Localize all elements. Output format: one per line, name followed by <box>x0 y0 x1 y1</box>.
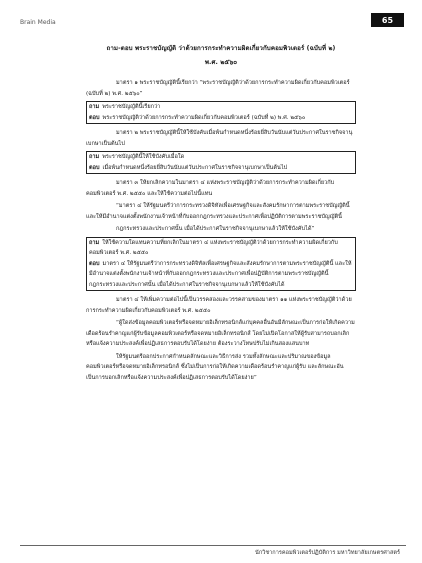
section-5-text: มาตรา ๔ ให้เพิ่มความต่อไปนี้เป็นวรรคสองและวรรคสามของมาตรา ๑๑ แห่งพระราชบัญญัติว่าด้วยการกระทำความผิดเกี่ยวกับคอมพิวเตอร์ พ.ศ. ๒๕๕๐ <box>86 297 352 314</box>
section-4-quote-cont: กฎกระทรวงและประกาศนั้น เมื่อได้ประกาศในราชกิจจานุเบกษาแล้วให้ใช้บังคับได้” <box>116 226 315 232</box>
question-text: พระราชบัญญัตินี้ให้ใช้บังคับเมื่อใด <box>102 154 185 160</box>
question-text: พระราชบัญญัตินี้เรียกว่า <box>102 104 161 110</box>
qa-box-2 <box>86 151 356 174</box>
qa-box-1 <box>86 101 356 124</box>
section-1-text: มาตรา ๑ พระราชบัญญัตินี้เรียกว่า “พระราชบัญญัติว่าด้วยการกระทำความผิดเกี่ยวกับคอมพิวเตอร์ (ฉบับที่ ๒) พ.ศ. ๒๕๖๐” <box>86 80 350 97</box>
section-3-text: มาตรา ๓ ให้ยกเลิกความในมาตรา ๔ แห่งพระราชบัญญัติว่าด้วยการกระทำความผิดเกี่ยวกับคอมพิวเตอร์ พ.ศ. ๒๕๕๐ และให้ใช้ความต่อไปนี้แทน <box>86 180 335 197</box>
answer-text: มาตรา ๔ ให้รัฐมนตรีว่าการกระทรวงดิจิทัลเพื่อเศรษฐกิจและสังคมรักษาการตามพระราชบัญญัตินี้ และให้มีอำนาจแต่งตั้งพนักงานเจ้าหน้าที่กับออกกฎกระทรวงและประกาศเพื่อปฏิบัติการตามพระราชบัญญัตินี้ <box>89 260 352 277</box>
answer-label: ตอบ <box>89 164 100 171</box>
question-text: ให้ใช้ความใดแทนความที่ยกเลิกในมาตรา ๔ แห่งพระราชบัญญัติว่าด้วยการกระทำความผิดเกี่ยวกับคอมพิวเตอร์ พ.ศ. ๒๕๕๐ <box>89 239 338 256</box>
section-5-quote-cont: ให้รัฐมนตรีออกประกาศกำหนดลักษณะและวิธีการส่ง รวมทั้งลักษณะและปริมาณของข้อมูลคอมพิวเตอร์หรือจดหมายอิเล็กทรอนิกส์ ซึ่งไม่เป็นการก่อให้เกิดความเดือดร้อนรำคาญแก่ผู้รับ และลักษณะอันเป็นการบอกเลิกหรือแจ้งความประสงค์เพื่อปฏิเสธการตอบรับได้โดยง่าย” <box>86 353 344 381</box>
title-line-2: พ.ศ. ๒๕๖๐ <box>204 59 238 66</box>
footer-divider <box>20 545 406 546</box>
question-label: ถาม <box>89 104 100 110</box>
answer-text: พระราชบัญญัติว่าด้วยการกระทำความผิดเกี่ยวกับคอมพิวเตอร์ (ฉบับที่ ๒) พ.ศ. ๒๕๖๐ <box>102 114 306 121</box>
document-title <box>86 44 356 68</box>
page-number-badge: 65 <box>371 13 404 27</box>
title-line-1: ถาม-ตอบ พระราชบัญญัติ ว่าด้วยการกระทำความผิดเกี่ยวกับคอมพิวเตอร์ (ฉบับที่ ๒) <box>106 45 336 52</box>
document-content <box>86 44 356 385</box>
qa-box-3 <box>86 237 356 292</box>
publisher-header: Brain Media <box>20 19 56 26</box>
footer-author: นักวิชาการคอมพิวเตอร์ปฏิบัติการ มหาวิทยาลัยเกษตรศาสตร์ <box>255 550 400 556</box>
question-label: ถาม <box>89 154 100 160</box>
section-2-text: มาตรา ๒ พระราชบัญญัตินี้ให้ใช้บังคับเมื่อพ้นกำหนดหนึ่งร้อยยี่สิบวันนับแต่วันประกาศในราชกิจจานุเบกษาเป็นต้นไป <box>86 130 353 147</box>
section-4-quote: “มาตรา ๔ ให้รัฐมนตรีว่าการกระทรวงดิจิทัลเพื่อเศรษฐกิจและสังคมรักษาการตามพระราชบัญญัตินี้ และให้มีอำนาจแต่งตั้งพนักงานเจ้าหน้าที่กับออกกฎกระทรวงและประกาศเพื่อปฏิบัติการตามพระราชบัญญัตินี้ <box>86 203 350 220</box>
answer-text-cont: กฎกระทรวงและประกาศนั้น เมื่อได้ประกาศในราชกิจจานุเบกษาแล้วให้ใช้บังคับได้ <box>89 281 285 288</box>
question-label: ถาม <box>89 239 100 246</box>
section-5-quote: “ผู้ใดส่งข้อมูลคอมพิวเตอร์หรือจดหมายอิเล็กทรอนิกส์แก่บุคคลอื่นอันมีลักษณะเป็นการก่อให้เกิดความเดือดร้อนรำคาญแก่ผู้รับข้อมูลคอมพิวเตอร์หรือจดหมายอิเล็กทรอนิกส์ โดยไม่เปิดโอกาสให้ผู้รับสามารถบอกเลิกหรือแจ้งความประสงค์เพื่อปฏิเสธการตอบรับได้โดยง่าย ต้องระวางโทษปรับไม่เกินสองแสนบาท <box>86 320 355 347</box>
answer-label: ตอบ <box>89 114 100 121</box>
answer-text: เมื่อพ้นกำหนดหนึ่งร้อยยี่สิบวันนับแต่วันประกาศในราชกิจจานุเบกษาเป็นต้นไป <box>102 164 288 171</box>
answer-label: ตอบ <box>89 260 100 267</box>
